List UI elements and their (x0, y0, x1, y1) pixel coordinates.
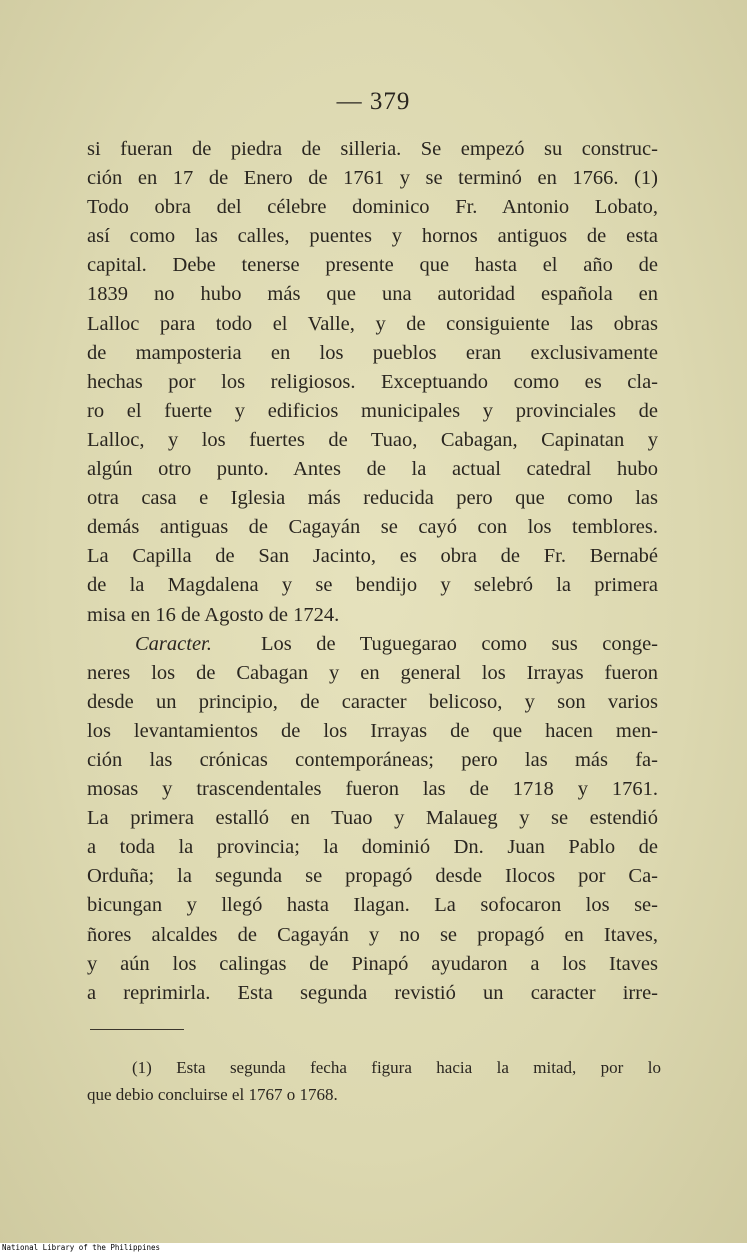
text-line: a reprimirla. Esta segunda revistió un caracter irre- (87, 981, 658, 1004)
text-line: ro el fuerte y edificios municipales y provinciales de (87, 399, 658, 422)
text-line: hechas por los religiosos. Exceptuando como es cla- (87, 370, 658, 393)
text-line: los levantamientos de los Irrayas de que hacen men- (87, 719, 658, 742)
library-stamp: National Library of the Philippines (0, 1243, 747, 1253)
text-line: demás antiguas de Cagayán se cayó con los temblores. (87, 516, 658, 539)
text-line: mosas y trascendentales fueron las de 1718 y 1761. (87, 778, 658, 801)
text-line: si fueran de piedra de silleria. Se empezó su construc- (87, 138, 658, 160)
text-line: de la Magdalena y se bendijo y selebró la primera (87, 574, 658, 597)
footnote-line: que debio concluirse el 1767 o 1768. (87, 1085, 338, 1104)
text-line: La primera estalló en Tuao y Malaueg y se estendió (87, 807, 658, 830)
text-line: Lalloc para todo el Valle, y de consiguiente las obras (87, 312, 658, 335)
footnote-line: (1) Esta segunda fecha figura hacia la mitad, por lo (132, 1058, 661, 1077)
text-line: desde un principio, de caracter belicoso, y son varios (87, 690, 658, 713)
text-line: misa en 16 de Agosto de 1724. (87, 603, 340, 626)
text-line: Lalloc, y los fuertes de Tuao, Cabagan, Capinatan y (87, 428, 658, 451)
text-line: bicungan y llegó hasta Ilagan. La sofocaron los se- (87, 894, 658, 917)
text-line: Todo obra del célebre dominico Fr. Antonio Lobato, (87, 196, 658, 219)
text-line: 1839 no hubo más que una autoridad española en (87, 283, 658, 306)
text-line: de mamposteria en los pueblos eran exclusivamente (87, 341, 658, 364)
text-line: a toda la provincia; la dominió Dn. Juan Pablo de (87, 836, 658, 859)
text-line: La Capilla de San Jacinto, es obra de Fr. Bernabé (87, 545, 658, 568)
section-first-line (87, 630, 658, 659)
footnote-divider (90, 1029, 184, 1030)
text-line: neres los de Cabagan y en general los Irrayas fueron (87, 661, 658, 684)
text-line: ción las crónicas contemporáneas; pero las más fa- (87, 748, 658, 771)
text-line: algún otro punto. Antes de la actual catedral hubo (87, 458, 658, 481)
footnote (87, 1054, 661, 1108)
text-line: ción en 17 de Enero de 1761 y se terminó en 1766. (1) (87, 167, 658, 190)
body-text (87, 135, 658, 1008)
text-line: otra casa e Iglesia más reducida pero que como las (87, 487, 658, 510)
text-line: capital. Debe tenerse presente que hasta el año de (87, 254, 658, 277)
section-heading: Caracter. (135, 632, 212, 655)
text-line: así como las calles, puentes y hornos antiguos de esta (87, 225, 658, 248)
text-line: ñores alcaldes de Cagayán y no se propagó en Itaves, (87, 923, 658, 946)
page-number: — 379 (336, 88, 411, 115)
text-line: Orduña; la segunda se propagó desde Ilocos por Ca- (87, 865, 658, 888)
text-line: y aún los calingas de Pinapó ayudaron a los Itaves (87, 952, 658, 975)
section-first-line-text: Los de Tuguegarao como sus conge- (260, 632, 658, 655)
